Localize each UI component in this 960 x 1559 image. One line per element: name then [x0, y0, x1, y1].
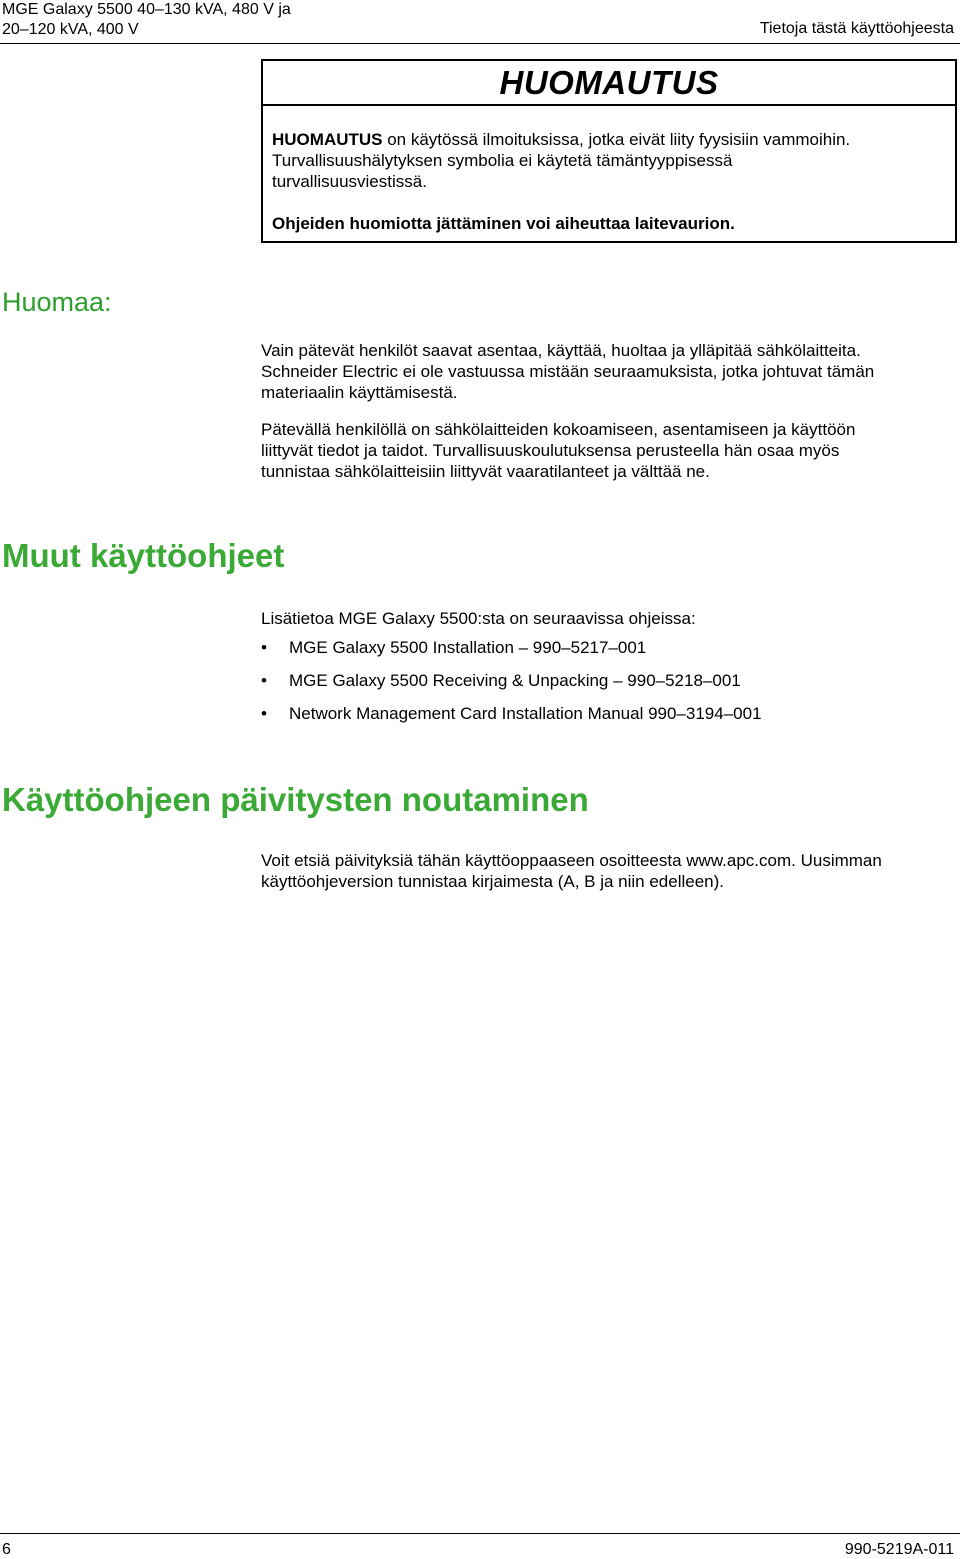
header-product-line-1: MGE Galaxy 5500 40–130 kVA, 480 V ja — [2, 1, 291, 18]
notice-lead-rest: on käytössä ilmoituksissa, jotka eivät liity fyysisiin vammoihin. — [382, 130, 851, 149]
header-product-line-2: 20–120 kVA, 400 V — [2, 21, 139, 38]
manuals-list — [261, 637, 762, 736]
other-manuals-intro: Lisätietoa MGE Galaxy 5500:sta on seuraavissa ohjeissa: — [261, 609, 696, 628]
list-item — [261, 703, 762, 724]
note-p2-line-3: tunnistaa sähkölaitteisiin liittyvät vaaratilanteet ja välttää ne. — [261, 462, 710, 481]
list-item — [261, 670, 762, 691]
list-item — [261, 637, 762, 658]
updates-line-2: käyttöohjeversion tunnistaa kirjaimesta (A, B ja niin edelleen). — [261, 872, 725, 891]
bullet-icon: • — [261, 671, 267, 690]
manual-title: MGE Galaxy 5500 Receiving & Unpacking – 990–5218–001 — [289, 671, 741, 690]
notice-title: HUOMAUTUS — [499, 63, 719, 101]
bullet-icon: • — [261, 638, 267, 657]
header-divider — [0, 43, 960, 44]
notice-box — [261, 59, 957, 243]
updates-line-1: Voit etsiä päivityksiä tähän käyttöoppaaseen osoitteesta www.apc.com. Uusimman — [261, 851, 882, 870]
page-number: 6 — [2, 1541, 11, 1558]
manual-title: MGE Galaxy 5500 Installation – 990–5217–001 — [289, 638, 647, 657]
section-heading-other-manuals: Muut käyttöohjeet — [2, 537, 285, 574]
note-p1-line-3: materiaalin käyttämisestä. — [261, 383, 458, 402]
document-number: 990-5219A-011 — [844, 1541, 954, 1558]
bullet-icon: • — [261, 704, 267, 723]
manual-title: Network Management Card Installation Manual 990–3194–001 — [289, 704, 762, 723]
notice-line-3: turvallisuusviestissä. — [272, 172, 427, 191]
note-p2-line-1: Pätevällä henkilöllä on sähkölaitteiden kokoamiseen, asentamiseen ja käyttöön — [261, 420, 856, 439]
note-p2-line-2: liittyvät tiedot ja taidot. Turvallisuuskoulutuksensa perusteella hän osaa myös — [261, 441, 840, 460]
notice-line-2: Turvallisuushälytyksen symbolia ei käytetä tämäntyyppisessä — [272, 151, 733, 170]
note-paragraph-1 — [261, 340, 941, 403]
notice-warning: Ohjeiden huomiotta jättäminen voi aiheuttaa laitevaurion. — [272, 214, 735, 233]
notice-body — [272, 129, 942, 192]
note-paragraph-2 — [261, 419, 941, 482]
document-header-product — [2, 0, 291, 40]
note-p1-line-1: Vain pätevät henkilöt saavat asentaa, käyttää, huoltaa ja ylläpitää sähkölaitteita. — [261, 341, 861, 360]
notice-lead-bold: HUOMAUTUS — [272, 130, 383, 149]
notice-line-1 — [272, 129, 942, 150]
header-section-title: Tietoja tästä käyttöohjeesta — [759, 20, 954, 37]
notice-title-divider — [263, 104, 955, 106]
section-heading-updates: Käyttöohjeen päivitysten noutaminen — [2, 781, 589, 818]
updates-paragraph — [261, 850, 941, 892]
note-p1-line-2: Schneider Electric ei ole vastuussa mistään seuraamuksista, jotka johtuvat tämän — [261, 362, 875, 381]
note-label: Huomaa: — [2, 287, 112, 317]
footer-divider — [0, 1533, 960, 1534]
